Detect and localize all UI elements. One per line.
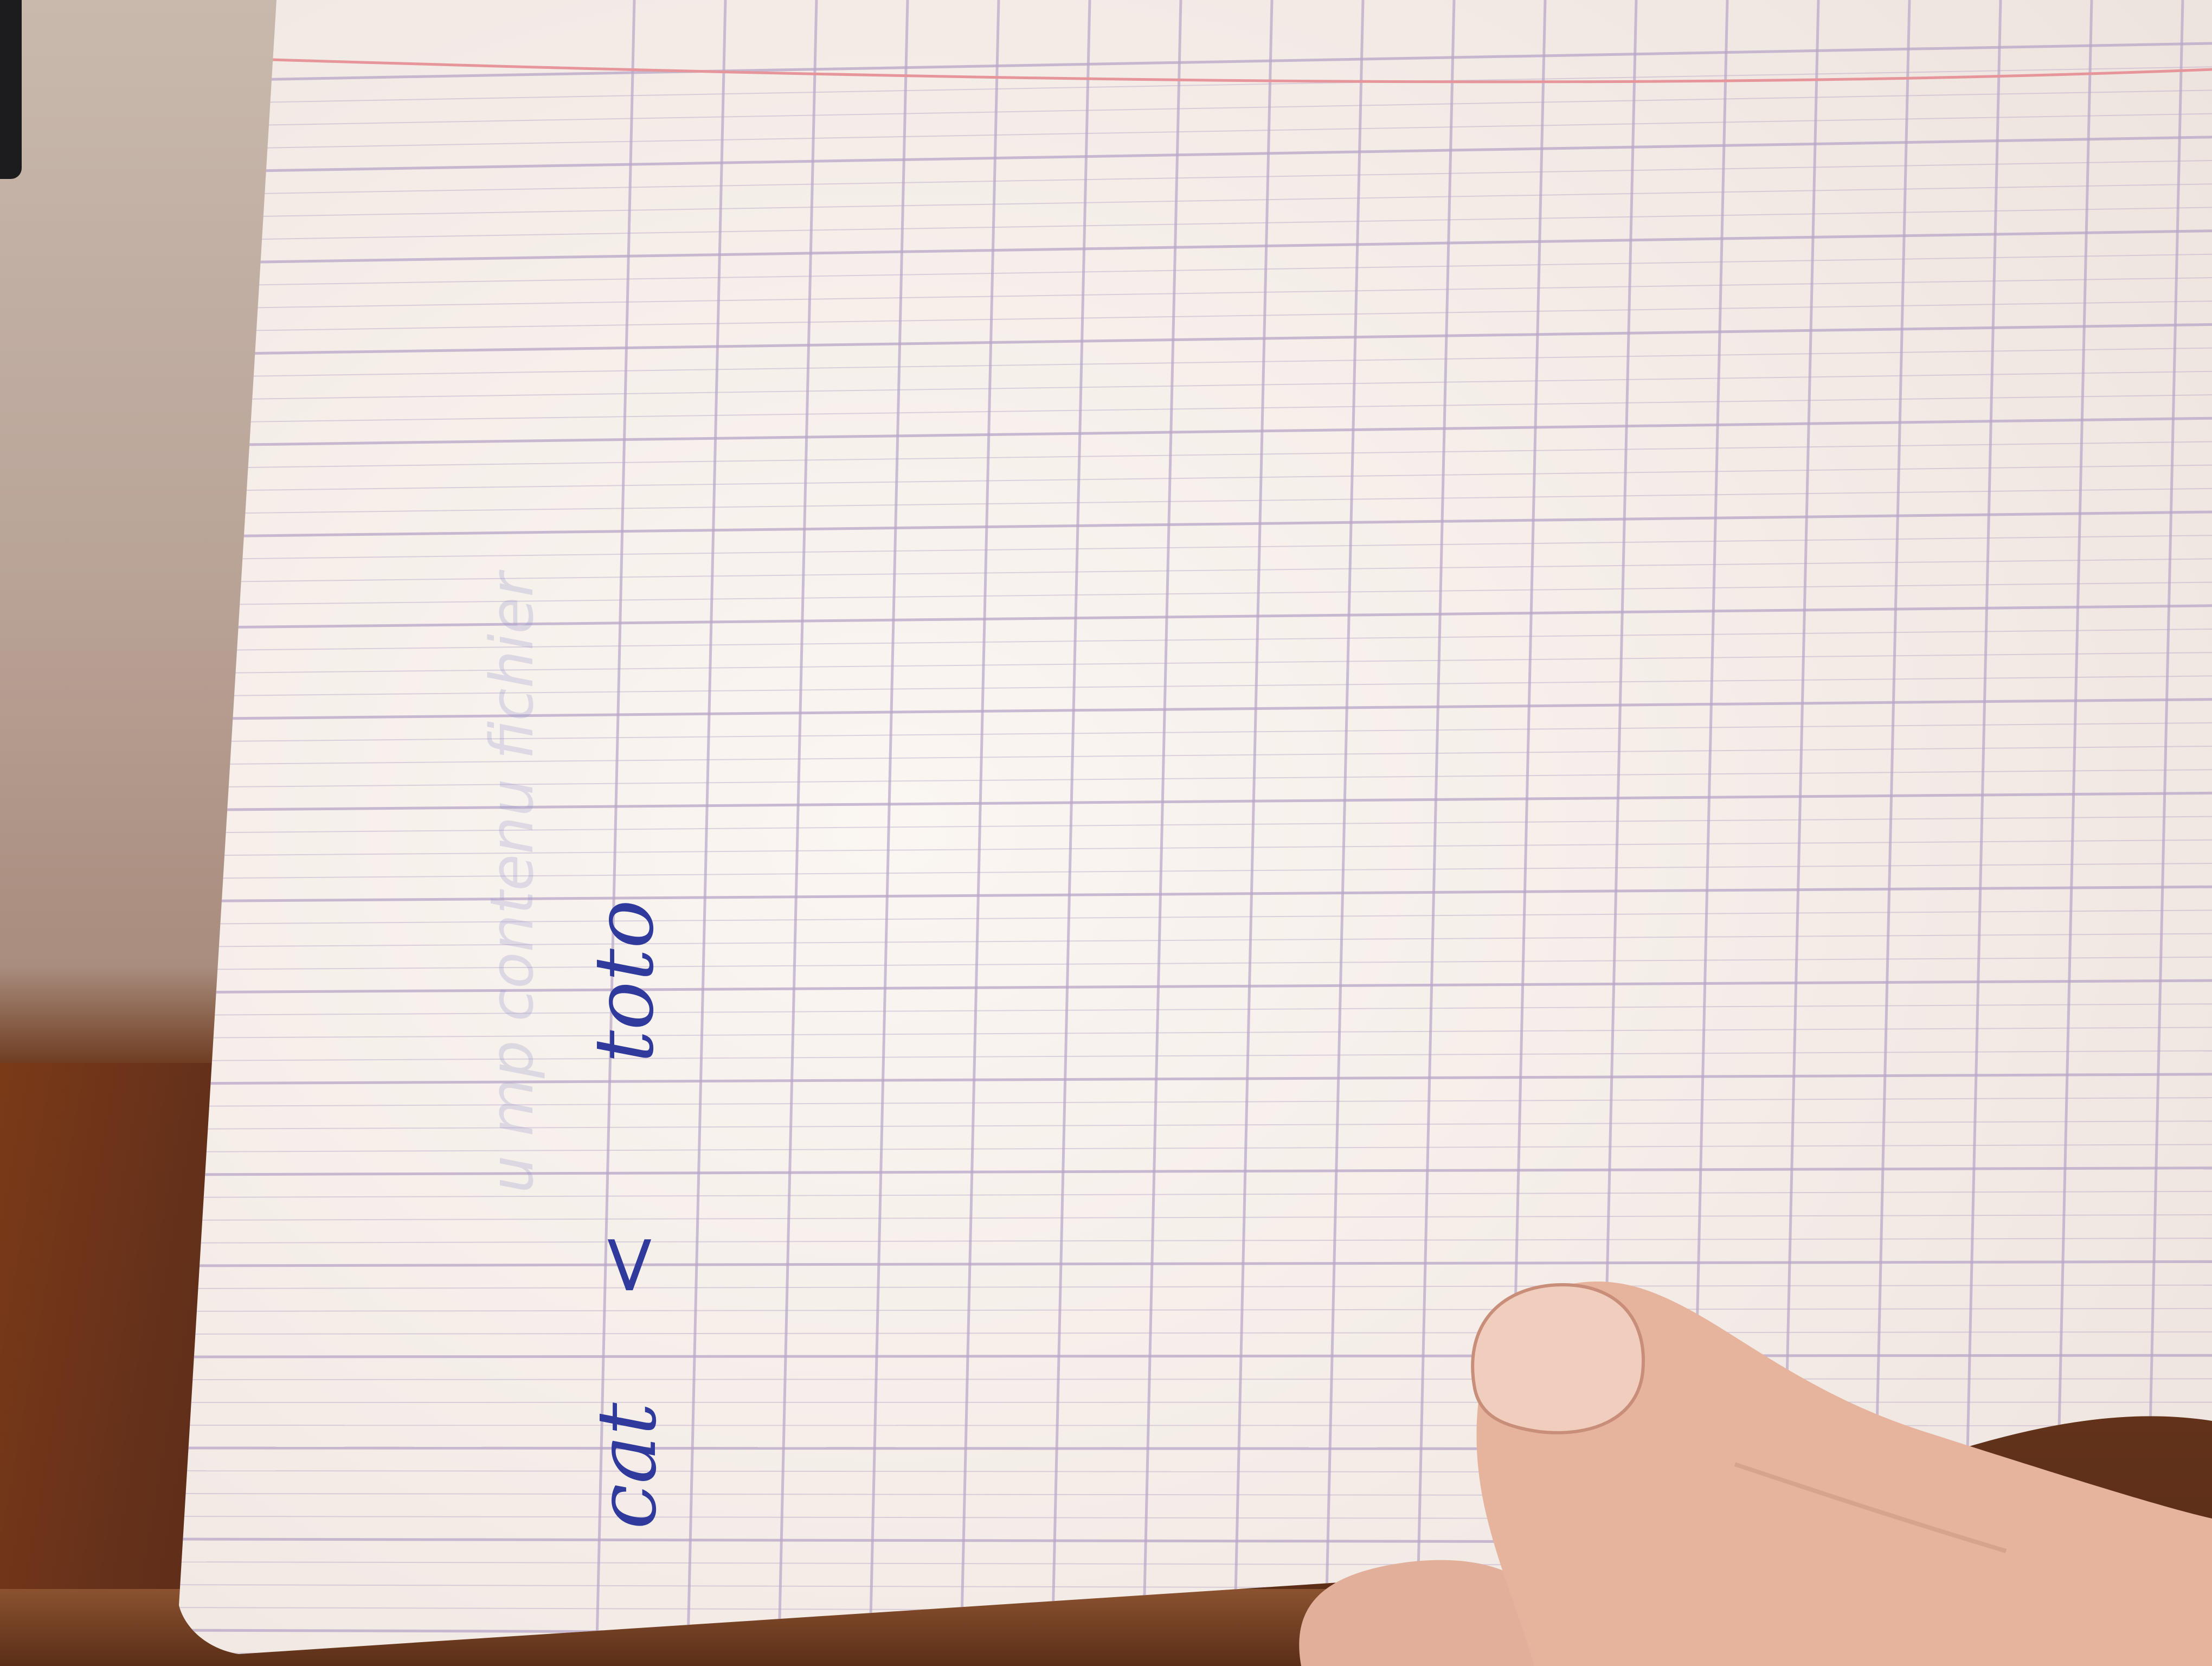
major-grid-line — [163, 1355, 2212, 1357]
handwritten-word-cat: cat — [580, 1402, 674, 1529]
bleed-through-text: u mp contenu fichier — [477, 572, 546, 1193]
handwritten-arrow: < — [580, 1231, 674, 1299]
handwritten-word-toto: toto — [577, 899, 672, 1063]
